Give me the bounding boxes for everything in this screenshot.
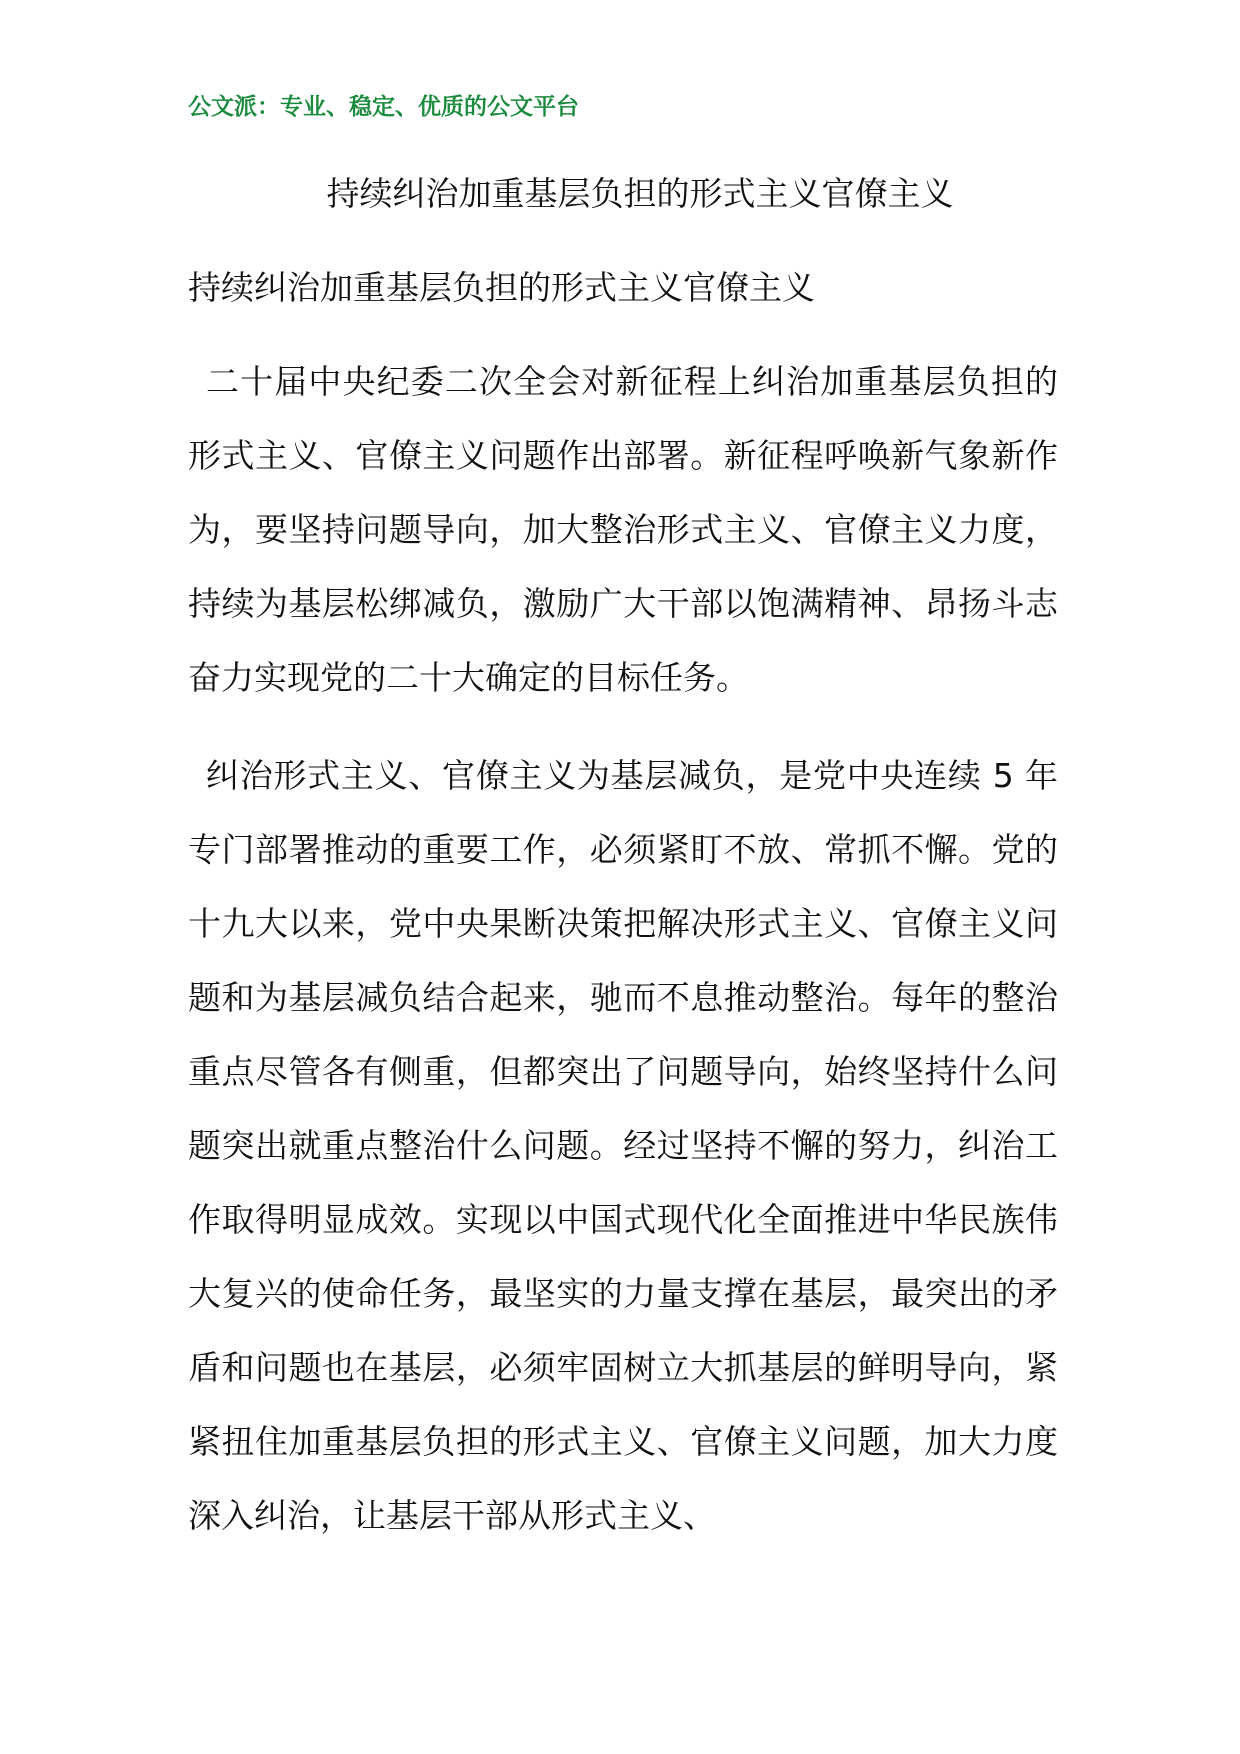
brand-header: 公文派：专业、稳定、优质的公文平台 <box>188 94 579 120</box>
paragraph: 二十届中央纪委二次全会对新征程上纠治加重基层负担的形式主义、官僚主义问题作出部署。新征程呼唤新气象新作为，要坚持问题导向，加大整治形式主义、官僚主义力度，持续为基层松绑减负，激励广大干部以饱满精神、昂扬斗志奋力实现党的二十大确定的目标任务。 <box>188 362 1058 697</box>
paragraph: 纠治形式主义、官僚主义为基层减负，是党中央连续 5 年专门部署推动的重要工作，必须紧盯不放、常抓不懈。党的十九大以来，党中央果断决策把解决形式主义、官僚主义问题和为基层减负结合起来，驰而不息推动整治。每年的整治重点尽管各有侧重，但都突出了问题导向，始终坚持什么问题突出就重点整治什么问题。经过坚持不懈的努力，纠治工作取得明显成效。实现以中国式现代化全面推进中华民族伟大复兴的使命任务，最坚实的力量支撑在基层，最突出的矛盾和问题也在基层，必须牢固树立大抓基层的鲜明导向，紧紧扭住加重基层负担的形式主义、官僚主义问题，加大力度深入纠治，让基层干部从形式主义、 <box>188 756 1058 1535</box>
document-title: 持续纠治加重基层负担的形式主义官僚主义 <box>326 174 954 213</box>
document-subtitle: 持续纠治加重基层负担的形式主义官僚主义 <box>188 268 815 307</box>
